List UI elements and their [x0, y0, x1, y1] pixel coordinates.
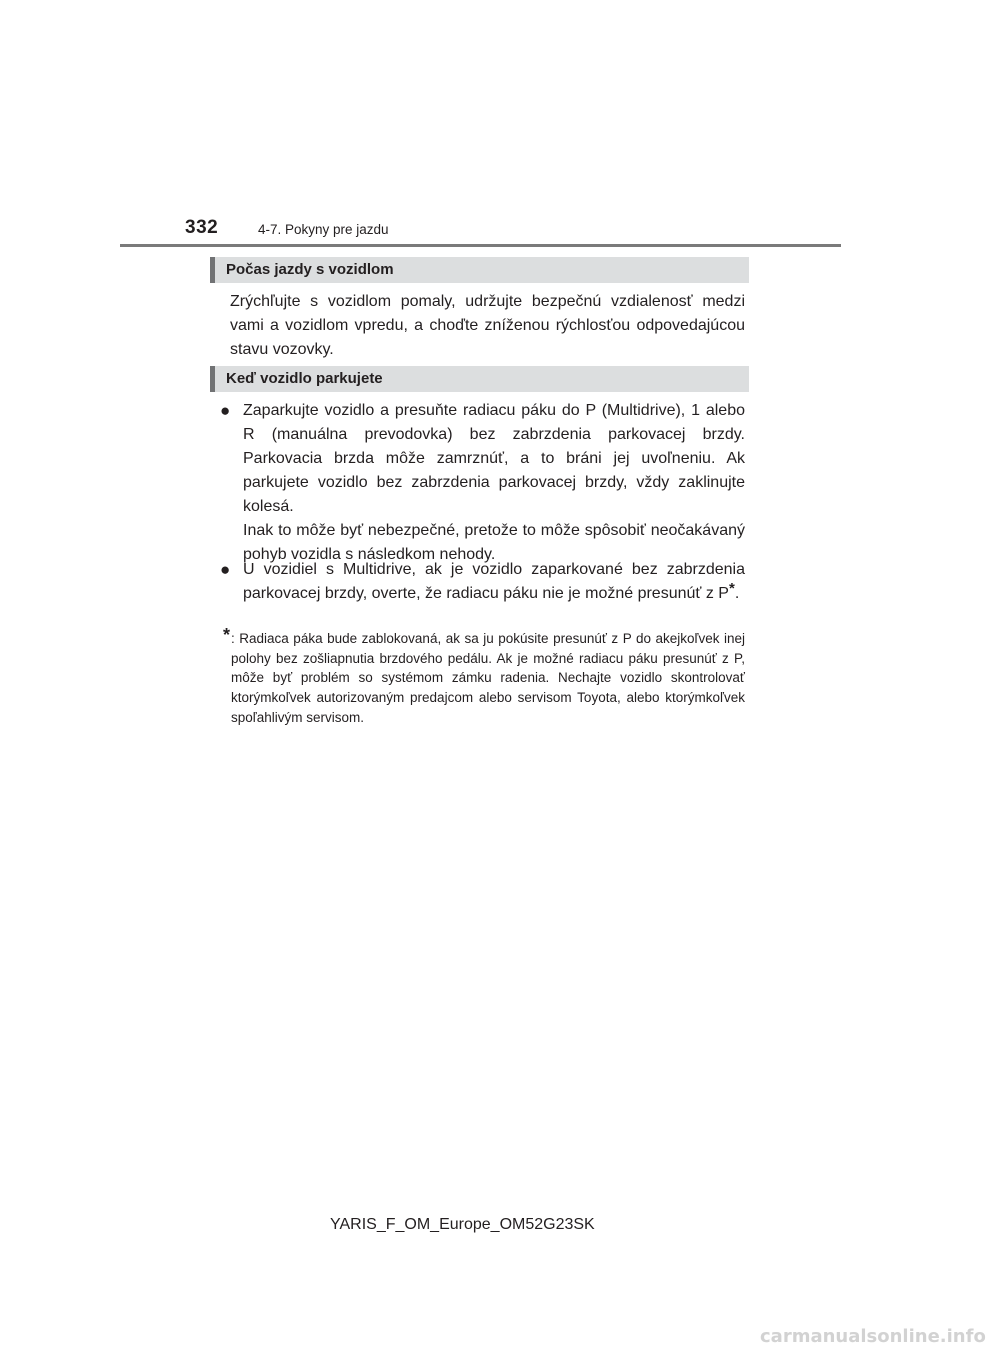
page-number: 332 — [185, 217, 219, 238]
heading-when-parking — [210, 366, 749, 392]
watermark: carmanualsonline.info — [760, 1326, 986, 1347]
bullet-text: Zaparkujte vozidlo a presuňte radiacu páku do P (Multidrive), 1 alebo R (manuálna prevodovka) bez zabrzdenia parkovacej brzdy. Parkovacia brzda môže zamrznúť, a to bráni jej uvoľneniu. Ak parkujete vozidlo bez zabrzdenia parkovacej brzdy, vždy zaklinujte kolesá. — [243, 402, 745, 515]
bullet-text-continued: Inak to môže byť nebezpečné, pretože to môže spôsobiť neočakávaný pohyb vozidla s následkom nehody. — [243, 522, 745, 563]
heading-text: Keď vozidlo parkujete — [226, 370, 383, 387]
footnote-reference: * — [728, 580, 735, 597]
paragraph-while-driving: Zrýchľujte s vozidlom pomaly, udržujte bezpečnú vzdialenosť medzi vami a vozidlom vpredu, a choďte zníženou rýchlosťou odpovedajúcou stavu vozovky. — [230, 293, 745, 358]
bullet-icon: ● — [220, 560, 231, 579]
bullet-icon: ● — [220, 401, 231, 420]
heading-text: Počas jazdy s vozidlom — [226, 261, 394, 278]
footnote-marker: * — [223, 625, 231, 645]
footer-document-id: YARIS_F_OM_Europe_OM52G23SK — [330, 1216, 595, 1233]
heading-while-driving — [210, 257, 749, 283]
header-divider — [120, 244, 841, 247]
bullet-text-end: . — [734, 585, 740, 602]
bullet-body — [243, 399, 745, 567]
bullet-body — [243, 558, 745, 606]
bullet-text: U vozidiel s Multidrive, ak je vozidlo zaparkované bez zabrzdenia parkovacej brzdy, overte, že radiacu páku nie je možné presunúť z P — [243, 561, 745, 602]
footnote-text: : Radiaca páka bude zablokovaná, ak sa ju pokúsite presunúť z P do akejkoľvek inej polohy bez zošliapnutia brzdového pedálu. Ak je možné radiacu páku presunúť z P, môže byť problém so systémom zámku radenia. Nechajte vozidlo skontrolovať ktorýmkoľvek autorizovaným predajcom alebo servisom Toyota, alebo ktorýmkoľvek spoľahlivým servisom. — [231, 631, 745, 725]
section-label: 4-7. Pokyny pre jazdu — [258, 222, 389, 237]
